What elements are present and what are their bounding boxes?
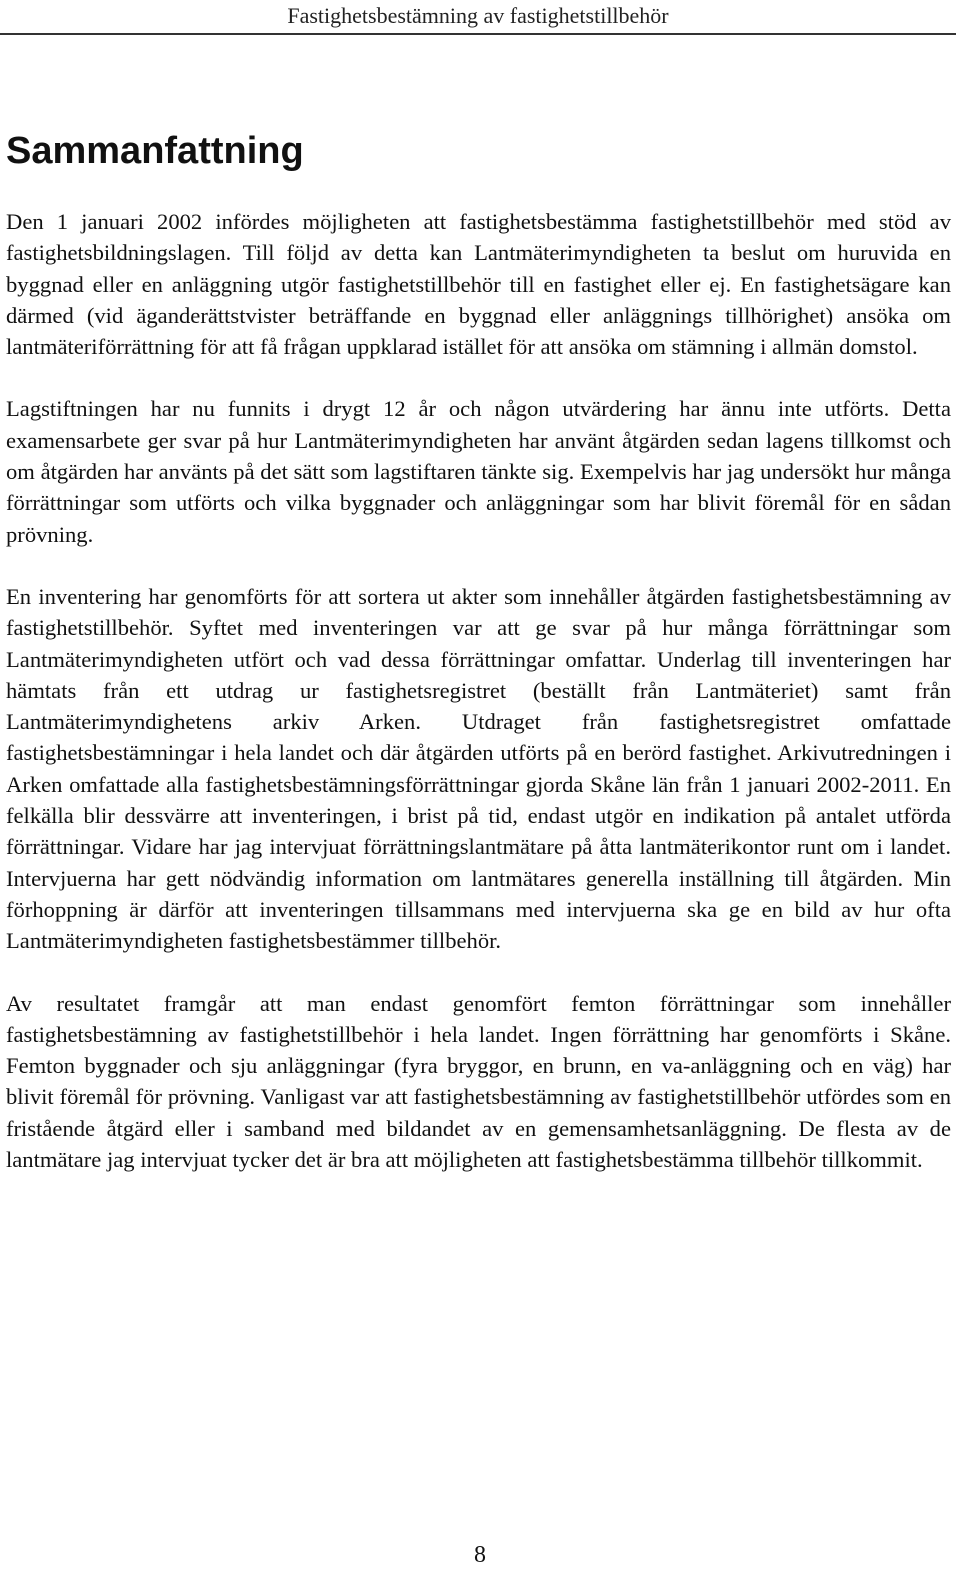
running-header: Fastighetsbestämning av fastighetstillbehör	[0, 2, 956, 35]
paragraph-1: Den 1 januari 2002 infördes möjligheten att fastighetsbestämma fastighetstillbehör med stöd av fastighetsbildningslagen. Till följd av detta kan Lantmäterimyndigheten ta beslut om huruvida en byggnad eller en anläggning utgör fastighetstillbehör till en fastighet eller ej. En fastighetsägare kan därmed (vid äganderättstvister beträffande en byggnad eller anläggnings tillhörighet) ansöka om lantmäteriförrättning för att få frågan uppklarad istället för att ansöka om stämning i allmän domstol.	[6, 209, 951, 360]
body-text	[6, 206, 951, 1206]
section-title: Sammanfattning	[6, 130, 304, 172]
paragraph-4: Av resultatet framgår att man endast genomfört femton förrättningar som innehåller fastighetsbestämning av fastighetstillbehör i hela landet. Ingen förrättning har genomförts i Skåne. Femton byggnader och sju anläggningar (fyra bryggor, en brunn, en va-anläggning och en väg) har blivit föremål för prövning. Vanligast var att fastighetsbestämning av fastighetstillbehör utfördes som en fristående åtgärd eller i samband med bildandet av en gemensamhetsanläggning. De flesta av de lantmätare jag intervjuat tycker det är bra att möjligheten att fastighetsbestämma tillbehör tillkommit.	[6, 990, 951, 1173]
paragraph-2: Lagstiftningen har nu funnits i drygt 12 år och någon utvärdering har ännu inte utförts. Detta examensarbete ger svar på hur Lantmäterimyndigheten har använt åtgärden sedan lagens tillkomst och om åtgärden har använts på det sätt som lagstiftaren tänkte sig. Exempelvis har jag undersökt hur många förrättningar som utförts och vilka byggnader och anläggningar som har blivit föremål för en sådan prövning.	[6, 396, 951, 547]
paragraph-3: En inventering har genomförts för att sortera ut akter som innehåller åtgärden fastighetsbestämning av fastighetstillbehör. Syftet med inventeringen var att ge svar på hur många förrättningar som Lantmäterimyndigheten utfört och vad dessa förrättningar omfattar. Underlag till inventeringen har hämtats från ett utdrag ur fastighetsregistret (beställt från Lantmäteriet) samt från Lantmäterimyndighetens arkiv Arken. Utdraget från fastighetsregistret omfattade fastighetsbestämningar i hela landet och där åtgärden utförts på en berörd fastighet. Arkivutredningen i Arken omfattade alla fastighetsbestämningsförrättningar gjorda Skåne län från 1 januari 2002-2011. En felkälla blir dessvärre att inventeringen, i brist på tid, endast utgör en indikation på antalet utförda förrättningar. Vidare har jag intervjuat förrättningslantmätare på åtta lantmäterikontor runt om i landet. Intervjuerna har gett nödvändig information om lantmätares generella inställning till åtgärden. Min förhoppning är därför att inventeringen tillsammans med intervjuerna ska ge en bild av hur ofta Lantmäterimyndigheten fastighetsbestämmer tillbehör.	[6, 583, 951, 954]
page-number: 8	[474, 1542, 486, 1568]
